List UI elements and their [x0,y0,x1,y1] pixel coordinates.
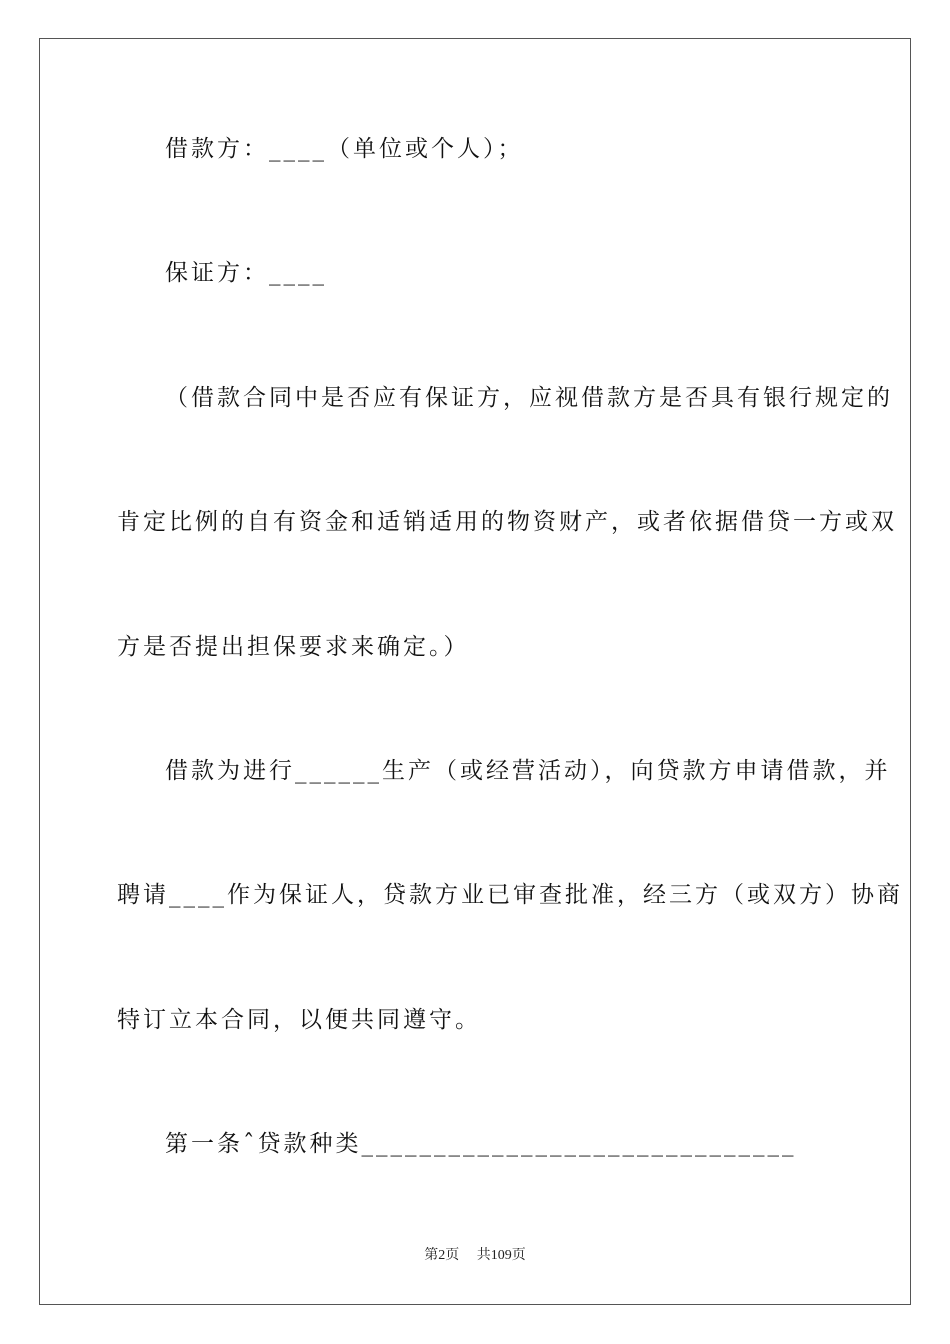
page-footer [0,1247,950,1265]
guarantor-line: 保证方：____ [165,260,327,286]
guarantor-note-line-2: 肯定比例的自有资金和适销适用的物资财产，或者依据借贷一方或双 [117,509,897,535]
purpose-line-3: 特订立本合同，以便共同遵守。 [117,1007,481,1033]
page-number: 第2页 [424,1248,460,1263]
purpose-line-1: 借款为进行______生产（或经营活动），向贷款方申请借款，并 [165,758,891,784]
purpose-line-2: 聘请____作为保证人，贷款方业已审查批准，经三方（或双方）协商 [117,882,903,908]
article-1-heading: 第一条ˆ贷款种类______________________________ [165,1131,797,1157]
guarantor-note-line-3: 方是否提出担保要求来确定。） [117,634,470,660]
borrower-line: 借款方：____（单位或个人）； [165,136,524,162]
guarantor-note-line-1: （借款合同中是否应有保证方，应视借款方是否具有银行规定的 [165,385,893,411]
page-frame [39,38,911,1305]
page-total: 共109页 [476,1248,526,1263]
